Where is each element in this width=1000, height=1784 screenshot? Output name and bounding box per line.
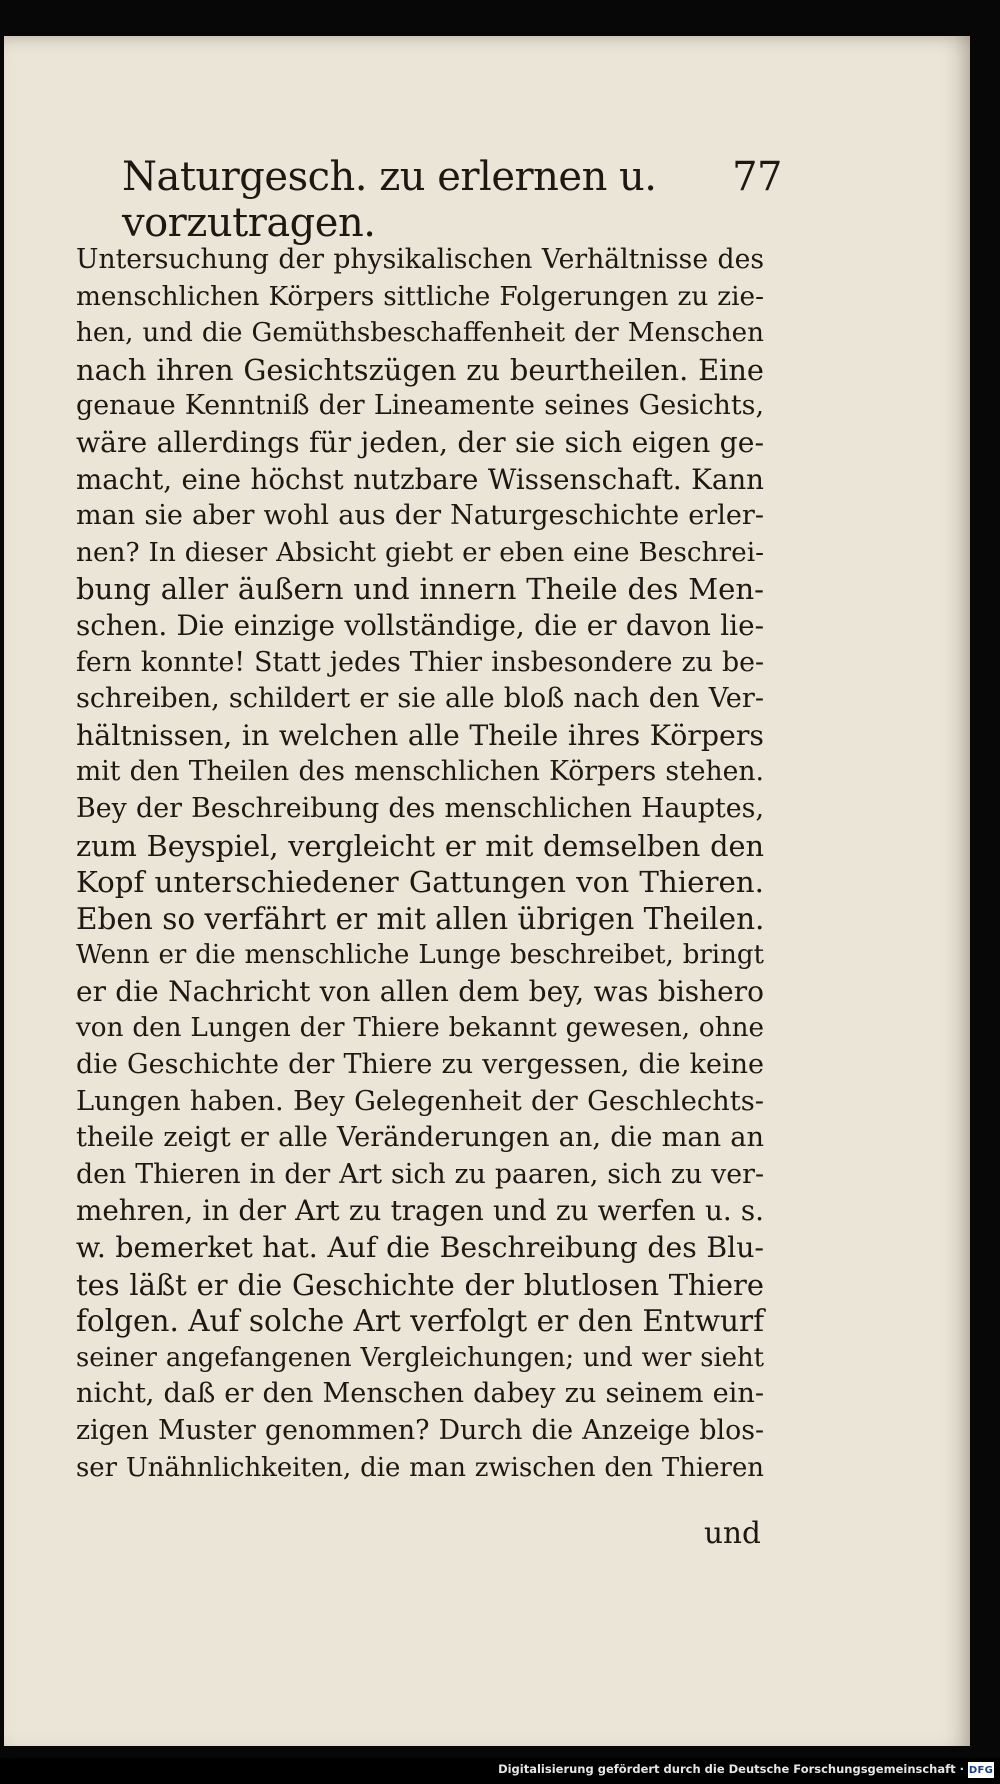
- text-line: folgen. Auf solche Art verfolgt er den Entwurf: [76, 1304, 764, 1339]
- text-line: man sie aber wohl aus der Naturgeschichte erler-: [76, 500, 764, 532]
- text-line: zigen Muster genommen? Durch die Anzeige blos-: [76, 1415, 764, 1446]
- catchword: und: [704, 1516, 761, 1550]
- text-line: er die Nachricht von allen dem bey, was bishero: [76, 974, 764, 1008]
- text-line: von den Lungen der Thiere bekannt gewesen, ohne: [76, 1013, 764, 1044]
- text-line: die Geschichte der Thiere zu vergessen, die keine: [76, 1049, 764, 1081]
- text-line: menschlichen Körpers sittliche Folgerungen zu zie-: [76, 281, 764, 312]
- text-line: nach ihren Gesichtszügen zu beurtheilen. Eine: [76, 352, 764, 387]
- book-page: [4, 36, 970, 1746]
- text-line: den Thieren in der Art sich zu paaren, sich zu ver-: [76, 1158, 764, 1190]
- text-line: Untersuchung der physikalischen Verhältnisse des: [76, 244, 764, 275]
- text-line: theile zeigt er alle Veränderungen an, die man an: [76, 1122, 764, 1154]
- text-line: tes läßt er die Geschichte der blutlosen Thiere: [76, 1267, 764, 1302]
- text-line: seiner angefangenen Vergleichungen; und wer sieht: [76, 1342, 764, 1373]
- text-line: mehren, in der Art zu tragen und zu werfen u. s.: [76, 1194, 764, 1228]
- text-line: schen. Die einzige vollständige, die er davon lie-: [76, 608, 764, 642]
- text-line: zum Beyspiel, vergleicht er mit demselben den: [76, 828, 764, 863]
- text-line: w. bemerket hat. Auf die Beschreibung des Blu-: [76, 1231, 764, 1265]
- text-line: fern konnte! Statt jedes Thier insbesondere zu be-: [76, 646, 764, 678]
- text-line: genaue Kenntniß der Lineamente seines Gesichts,: [76, 390, 764, 422]
- text-line: Kopf unterschiedener Gattungen von Thieren.: [76, 865, 764, 900]
- running-head: [122, 154, 782, 246]
- text-line: Lungen haben. Bey Gelegenheit der Geschlechts-: [76, 1085, 764, 1117]
- text-line: mit den Theilen des menschlichen Körpers stehen.: [76, 756, 764, 788]
- text-line: hältnissen, in welchen alle Theile ihres Körpers: [76, 718, 764, 752]
- text-line: bung aller äußern und innern Theile des Men-: [76, 572, 764, 607]
- text-line: ser Unähnlichkeiten, die man zwischen den Thieren: [76, 1452, 764, 1483]
- text-line: nicht, daß er den Menschen dabey zu seinem ein-: [76, 1378, 764, 1410]
- text-line: schreiben, schildert er sie alle bloß nach den Ver-: [76, 683, 764, 715]
- text-line: wäre allerdings für jeden, der sie sich eigen ge-: [76, 425, 764, 459]
- dfg-logo: DFG: [968, 1762, 994, 1778]
- running-head-title: Naturgesch. zu erlernen u. vorzutragen.: [122, 154, 657, 246]
- text-line: nen? In dieser Absicht giebt er eben eine Beschrei-: [76, 537, 764, 568]
- digitization-credit: Digitalisierung gefördert durch die Deutsche Forschungsgemeinschaft ·: [498, 1762, 964, 1776]
- page-number: 77: [732, 154, 782, 200]
- text-line: Eben so verfährt er mit allen übrigen Theilen.: [76, 901, 765, 936]
- text-line: macht, eine höchst nutzbare Wissenschaft. Kann: [76, 462, 764, 496]
- text-line: hen, und die Gemüthsbeschaffenheit der Menschen: [76, 318, 764, 349]
- text-line: Bey der Beschreibung des menschlichen Hauptes,: [76, 792, 764, 824]
- text-line: Wenn er die menschliche Lunge beschreibet, bringt: [76, 940, 764, 971]
- body-text: [76, 242, 764, 1486]
